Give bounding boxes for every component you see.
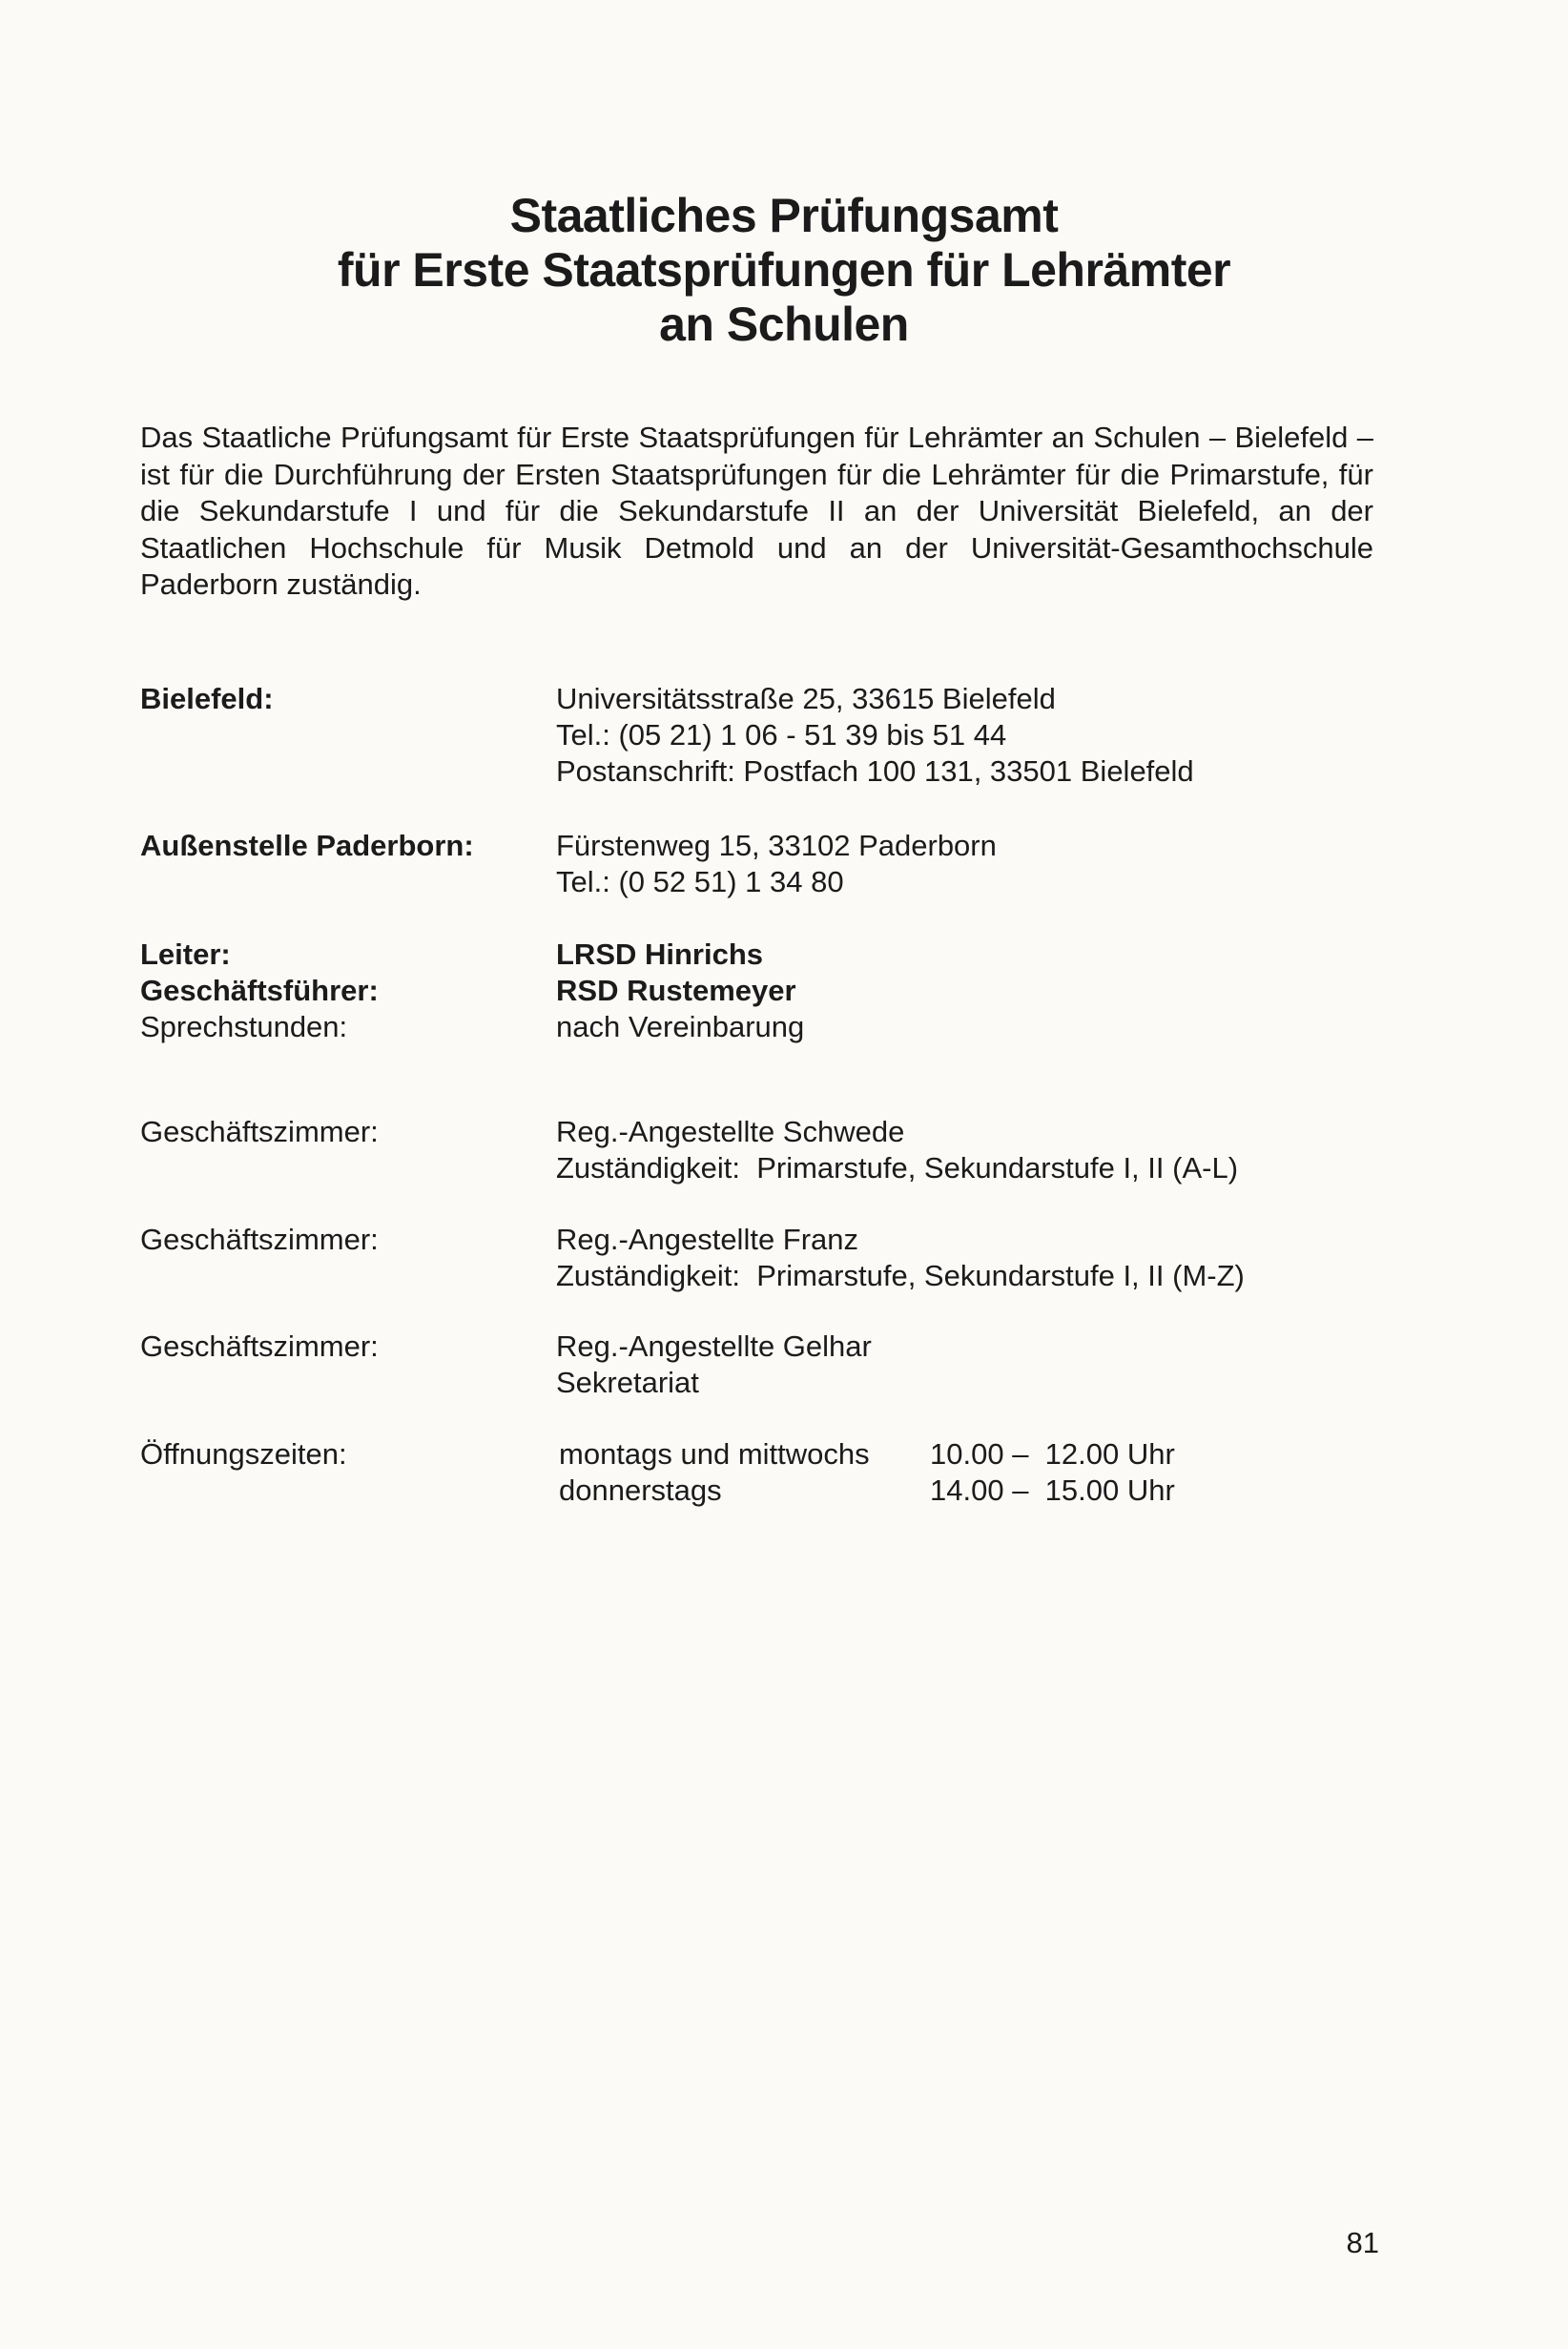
leadership-values <box>556 937 1414 1045</box>
office-responsibility: Sekretariat <box>556 1366 699 1399</box>
paderborn-address: Fürstenweg 15, 33102 Paderborn <box>556 829 997 862</box>
office-responsibility: Zuständigkeit: Primarstufe, Sekundarstufe I, II (M-Z) <box>556 1259 1245 1292</box>
sprechstunden-label: Sprechstunden: <box>140 1010 348 1043</box>
bielefeld-details <box>556 681 1414 790</box>
office-contact-name: Reg.-Angestellte Gelhar <box>556 1329 872 1363</box>
title-line-1: Staatliches Prüfungsamt <box>509 189 1059 242</box>
page-title <box>0 189 1568 352</box>
title-line-3: an Schulen <box>659 298 909 351</box>
opening-times: 10.00 – 12.00 Uhr <box>930 1437 1175 1471</box>
office-details <box>556 1329 1414 1401</box>
office-responsibility: Zuständigkeit: Primarstufe, Sekundarstufe I, II (A-L) <box>556 1151 1239 1185</box>
office-label: Geschäftszimmer: <box>140 1115 379 1148</box>
title-line-2: für Erste Staatsprüfungen für Lehrämter <box>337 243 1231 297</box>
opening-days: montags und mittwochs <box>559 1437 870 1471</box>
office-details <box>556 1114 1414 1186</box>
bielefeld-phone: Tel.: (05 21) 1 06 - 51 39 bis 51 44 <box>556 718 1007 752</box>
geschaeftsfuehrer-label: Geschäftsführer: <box>140 974 379 1007</box>
sprechstunden-value: nach Vereinbarung <box>556 1010 805 1043</box>
page-number: 81 <box>1346 2226 1379 2259</box>
paderborn-label: Außenstelle Paderborn: <box>140 829 474 862</box>
intro-paragraph: Das Staatliche Prüfungsamt für Erste Staatsprüfungen für Lehrämter an Schulen – Bielefeld – ist für die Durchführung der Ersten Staatsprüfungen für die Lehrämter für die Primarstufe, für die Sekundarstufe I und für die Sekundarstufe II an der Universität Bielefeld, an der Staatlichen Hochschule für Musik Detmold und an der Universität-Gesamthochschule Paderborn zuständig. <box>140 421 1373 601</box>
leadership-labels <box>140 937 541 1045</box>
leiter-name: LRSD Hinrichs <box>556 938 764 971</box>
office-label: Geschäftszimmer: <box>140 1329 379 1363</box>
paderborn-details <box>556 828 1414 900</box>
geschaeftsfuehrer-name: RSD Rustemeyer <box>556 974 796 1007</box>
opening-days: donnerstags <box>559 1473 722 1507</box>
bielefeld-postal: Postanschrift: Postfach 100 131, 33501 Bielefeld <box>556 754 1194 788</box>
office-label: Geschäftszimmer: <box>140 1223 379 1256</box>
bielefeld-address: Universitätsstraße 25, 33615 Bielefeld <box>556 682 1056 715</box>
leiter-label: Leiter: <box>140 938 231 971</box>
opening-hours-label: Öffnungszeiten: <box>140 1437 347 1471</box>
office-details <box>556 1222 1414 1294</box>
opening-times: 14.00 – 15.00 Uhr <box>930 1473 1175 1507</box>
opening-hours-section <box>0 1436 1568 1513</box>
office-contact-name: Reg.-Angestellte Franz <box>556 1223 859 1256</box>
office-contact-name: Reg.-Angestellte Schwede <box>556 1115 905 1148</box>
bielefeld-label: Bielefeld: <box>140 682 274 715</box>
paderborn-phone: Tel.: (0 52 51) 1 34 80 <box>556 865 844 898</box>
